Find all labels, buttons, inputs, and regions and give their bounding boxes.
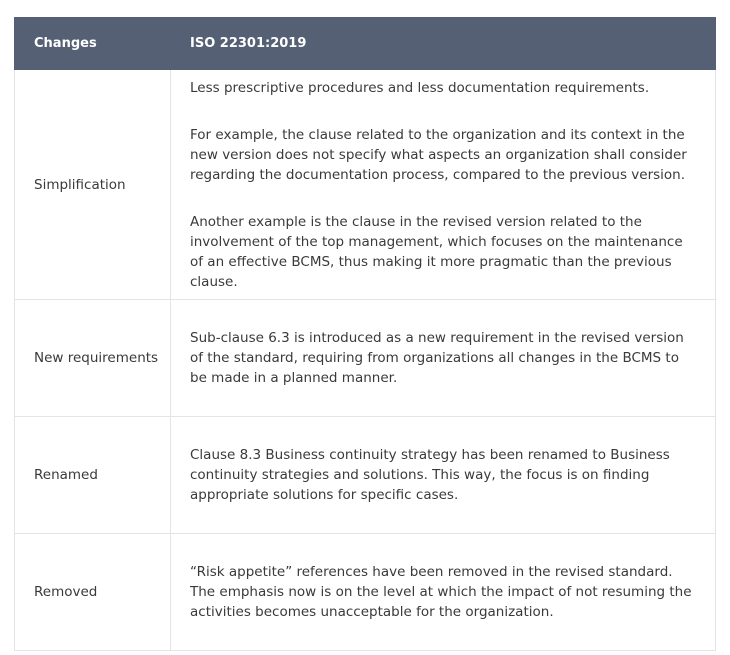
description-paragraph: For example, the clause related to the organization and its context in the new version does not specify what aspects an organization shall consider regarding the documentation process, compared to the previous version. (190, 126, 687, 183)
table-row-renamed (15, 417, 716, 534)
comparison-table-wrapper (14, 17, 715, 651)
description-paragraph: Clause 8.3 Business continuity strategy has been renamed to Business continuity strategies and solutions. This way, the focus is on finding appropriate solutions for specific cases. (190, 447, 670, 503)
row-label: New requirements (15, 300, 171, 417)
table-row-simplification (15, 70, 716, 300)
row-description (171, 70, 716, 300)
table-row-removed (15, 534, 716, 651)
row-label: Simplification (15, 70, 171, 300)
description-paragraph: Sub-clause 6.3 is introduced as a new requirement in the revised version of the standard, requiring from organizations all changes in the BCMS to be made in a planned manner. (190, 330, 684, 386)
row-label: Renamed (15, 417, 171, 534)
description-paragraph: Another example is the clause in the revised version related to the involvement of the top management, which focuses on the maintenance of an effective BCMS, thus making it more pragmatic than the previous clause. (190, 213, 683, 290)
row-description (171, 417, 716, 534)
row-label: Removed (15, 534, 171, 651)
row-description (171, 300, 716, 417)
table-row-new-requirements (15, 300, 716, 417)
header-iso-standard: ISO 22301:2019 (171, 18, 716, 70)
row-description (171, 534, 716, 651)
description-paragraph: “Risk appetite” references have been removed in the revised standard. The emphasis now is on the level at which the impact of not resuming the activities becomes unacceptable for the organization. (190, 564, 692, 620)
iso-changes-table (14, 17, 716, 651)
header-changes: Changes (15, 18, 171, 70)
description-paragraph: Less prescriptive procedures and less documentation requirements. (190, 79, 650, 96)
table-header-row (15, 18, 716, 70)
